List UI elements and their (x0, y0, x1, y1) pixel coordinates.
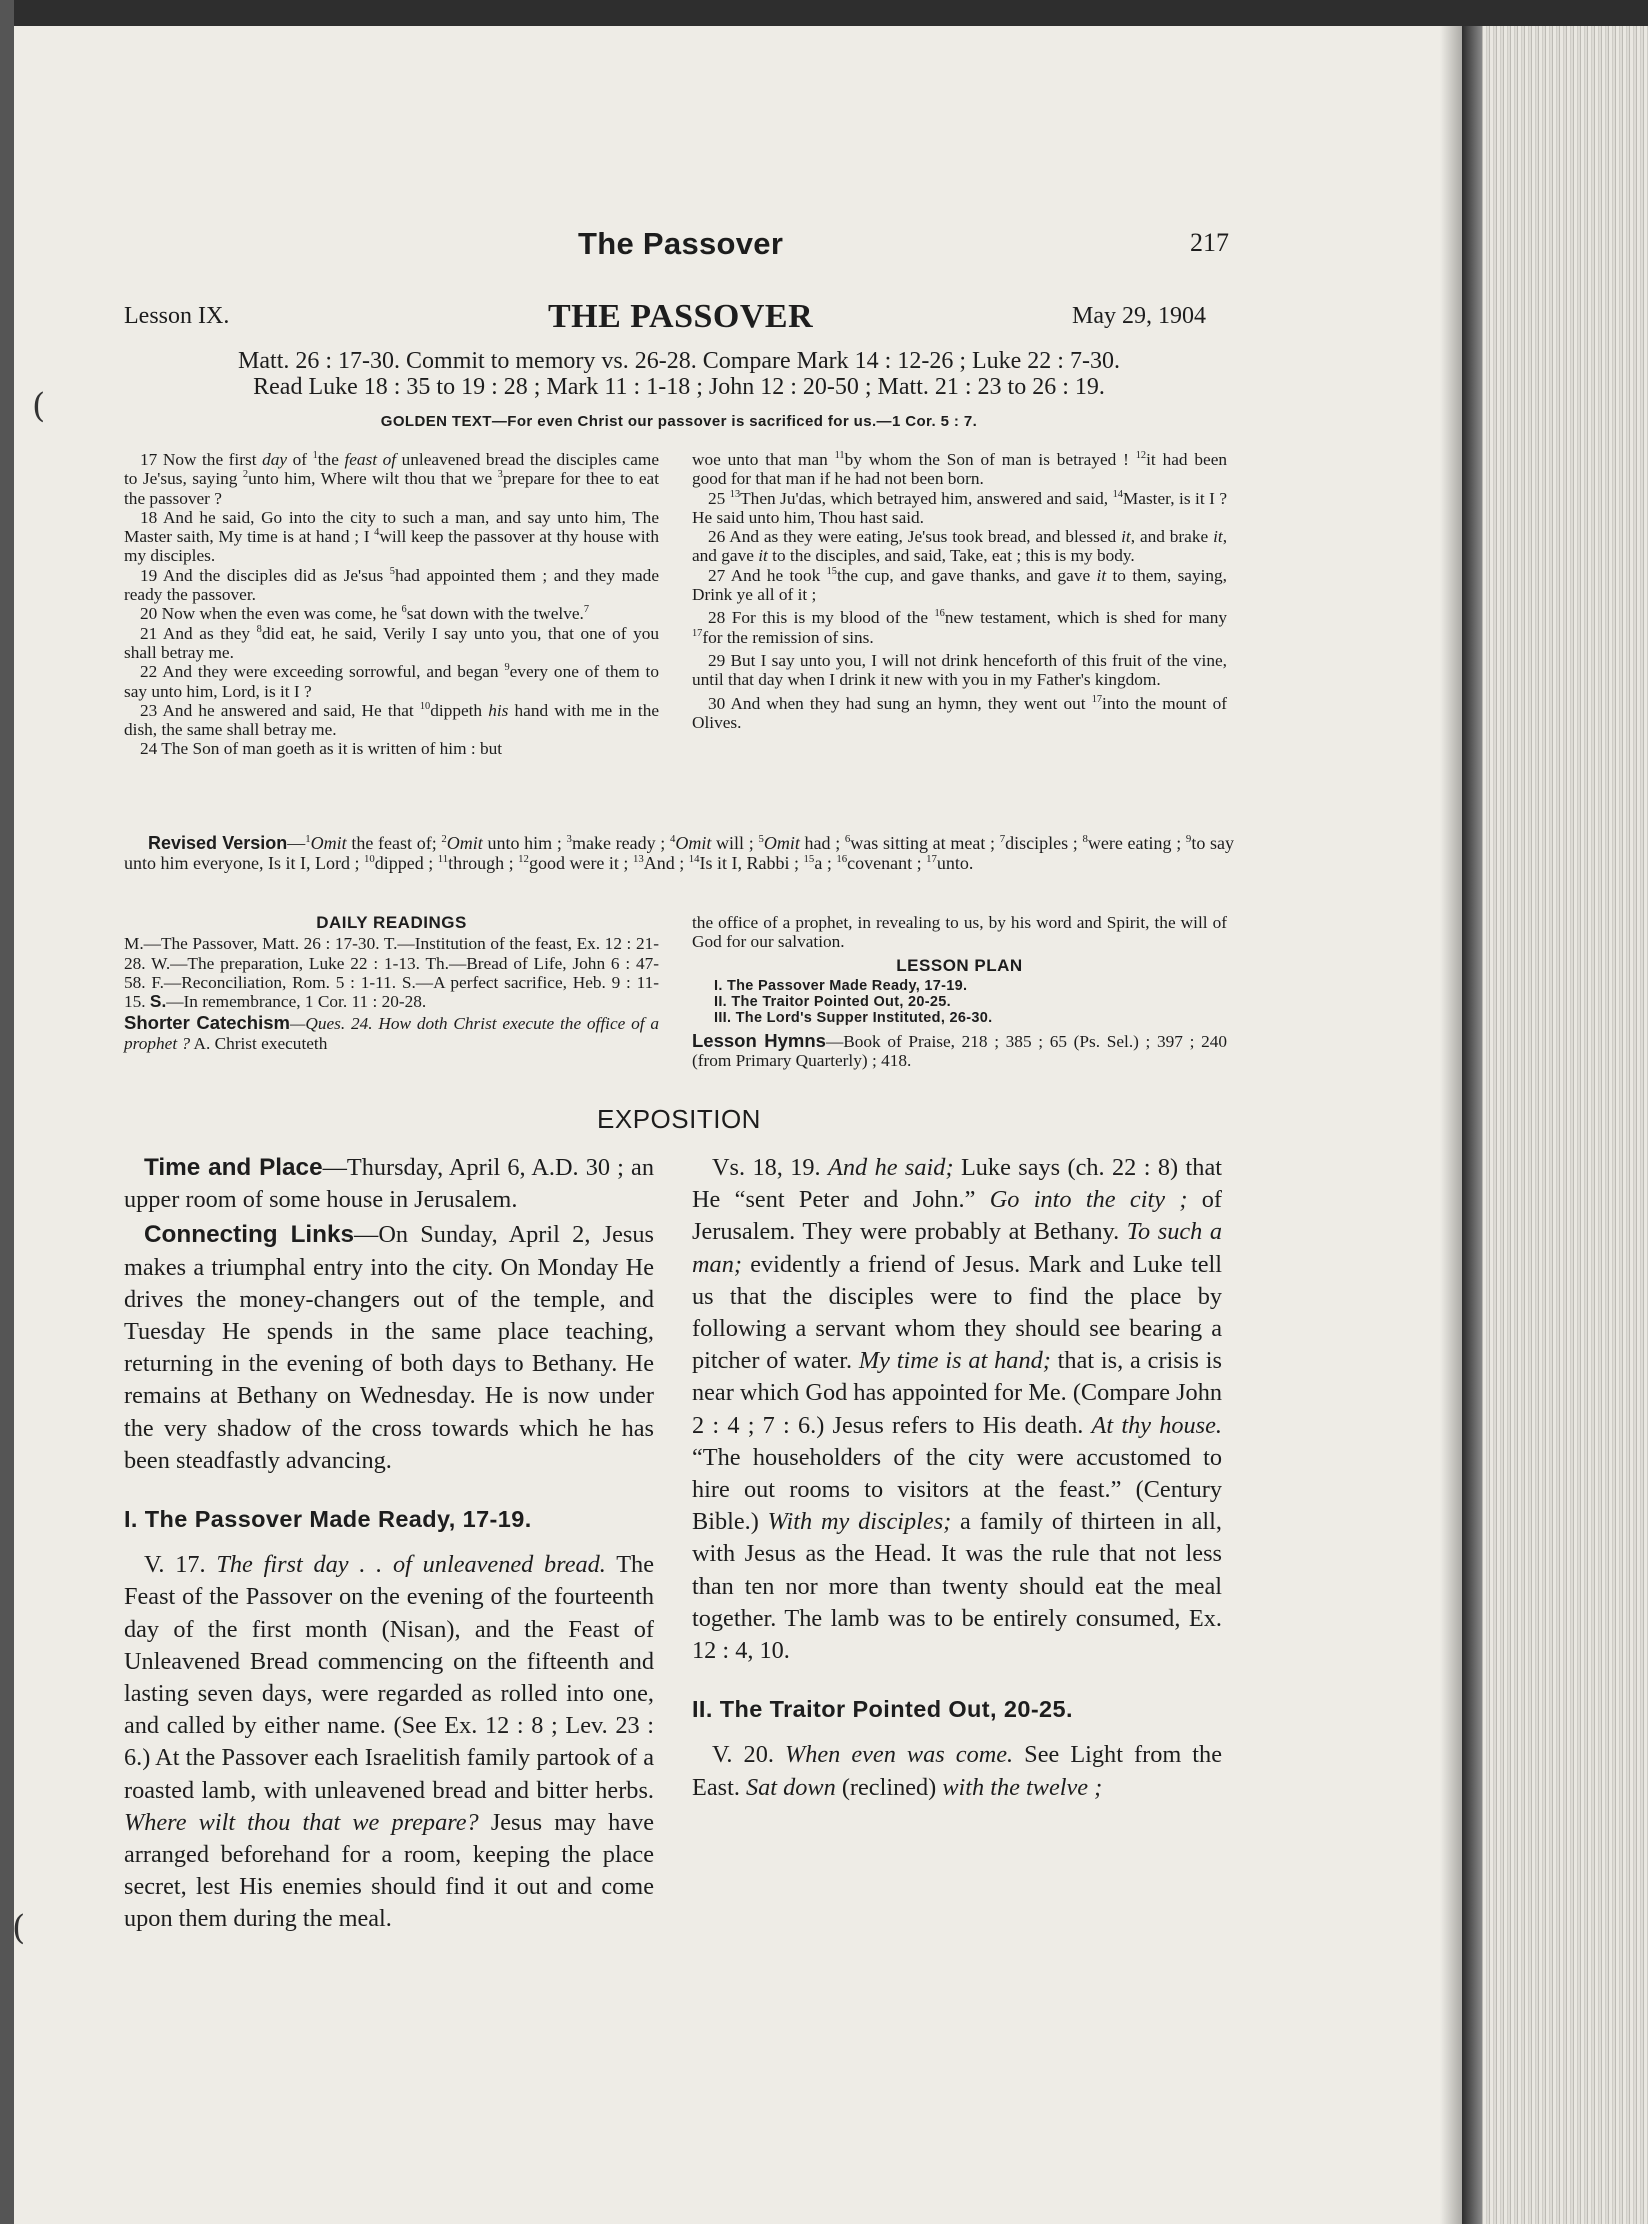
shorter-catechism: Shorter Catechism—Ques. 24. How doth Christ execute the office of a prophet ? A. Christ executeth (124, 1012, 659, 1053)
verse-21: 21 And as they $^8$did eat, he said, Verily I say unto you, that one of you shall betray me. (124, 623, 659, 662)
scripture-references: Matt. 26 : 17-30. Commit to memory vs. 26-28. Compare Mark 14 : 12-26 ; Luke 22 : 7-30. (238, 348, 1120, 374)
section-heading-traitor-pointed-out: II. The Traitor Pointed Out, 20-25. (692, 1696, 1073, 1723)
verses-18-19-commentary: Vs. 18, 19. And he said; Luke says (ch. 22 : 8) that He “sent Peter and John.” Go into the city ; of Jerusalem. They were probably at Bethany. To such a man; evidently a friend of Jesus. Mark and Luke tell us that the disciples were to find the place by following a servant whom they should see bearing a pitcher of water. My time is at hand; that is, a crisis is near which God has appointed for Me. (Compare John 2 : 4 ; 7 : 6.) Jesus refers to His death. At thy house. “The householders of the city were accustomed to hire out rooms to visitors at the feast.” (Century Bible.) With my disciples; a family of thirteen in all, with Jesus as the Head. It was the rule that not less than ten nor more than twenty should eat the meal together. The lamb was to be entirely consumed, Ex. 12 : 4, 10. (692, 1154, 1223, 1665)
lesson-hymns: Lesson Hymns—Book of Praise, 218 ; 385 ; 65 (Ps. Sel.) ; 397 ; 240 (from Primary Quarterly) ; 418. (692, 1029, 1227, 1071)
lesson-plan-item: I. The Passover Made Ready, 17-19. (714, 977, 968, 994)
verse-24-continued: woe unto that man $^{11}$by whom the Son of man is betrayed ! $^{12}$it had been good for that man if he had not been born. (692, 450, 1228, 489)
lesson-date: May 29, 1904 (1072, 303, 1206, 329)
verse-19: 19 And the disciples did as Je'sus $^5$had appointed them ; and they made ready the passover. (124, 565, 659, 605)
book-page-edges (1462, 26, 1648, 2224)
exposition-column-left (124, 1152, 654, 1936)
verse-22: 22 And they were exceeding sorrowful, and began $^9$every one of them to say unto him, Lord, is it I ? (124, 662, 659, 701)
daily-readings-list: M.—The Passover, Matt. 26 : 17-30. T.—Institution of the feast, Ex. 12 : 21-28. W.—The preparation, Luke 22 : 1-13. Th.—Bread of Life, John 6 : 47-58. F.—Reconciliation, Rom. 5 : 1-11. S.—A perfect sacrifice, Heb. 9 : 11-15. S.—In remembrance, 1 Cor. 11 : 20-28. (124, 934, 659, 1012)
page-number: 217 (1190, 228, 1229, 257)
exposition-heading: EXPOSITION (597, 1104, 761, 1134)
daily-readings (124, 913, 659, 1053)
lesson-plan-column (692, 913, 1227, 1070)
gutter-shadow (1440, 26, 1462, 2224)
scripture-column-right (692, 450, 1227, 732)
catechism-continued: the office of a prophet, in revealing to us, by his word and Spirit, the will of God for our salvation. (692, 913, 1227, 952)
verse-28: 28 For this is my blood of the $^{16}$new testament, which is shed for many $^{17}$for the remission of sins. (692, 608, 1227, 647)
lesson-title: THE PASSOVER (548, 298, 814, 335)
lesson-plan (692, 978, 1227, 1026)
lesson-plan-item: III. The Lord's Supper Instituted, 26-30. (714, 1009, 993, 1026)
daily-readings-heading: DAILY READINGS (316, 913, 467, 932)
verse-18: 18 And he said, Go into the city to such a man, and say unto him, The Master saith, My time is at hand ; I $^4$will keep the passover at thy house with my disciples. (124, 507, 659, 566)
verse-17: 17 Now the first day of $^1$the feast of unleavened bread the disciples came to Je'sus, saying $^2$unto him, Where wilt thou that we $^3$prepare for thee to eat the passover ? (124, 450, 659, 508)
revised-version-notes: Revised Version—$^1$Omit the feast of; $^2$Omit unto him ; $^3$make ready ; $^4$Omit will ; $^5$Omit had ; $^6$was sitting at meat ; $^7$disciples ; $^8$were eating ; $^9$to say unto him everyone, Is it I, Lord ; $^{10}$dipped ; $^{11}$through ; $^{12}$good were it ; $^{13}$And ; $^{14}$Is it I, Rabbi ; $^{15}$a ; $^{16}$covenant ; $^{17}$unto. (124, 833, 1234, 873)
scripture-column-left (124, 450, 659, 759)
golden-text: GOLDEN TEXT—For even Christ our passover is sacrificed for us.—1 Cor. 5 : 7. (380, 413, 978, 430)
verse-27: 27 And he took $^{15}$the cup, and gave thanks, and gave it to them, saying, Drink ye all of it ; (692, 565, 1228, 605)
connecting-links: Connecting Links—On Sunday, April 2, Jesus makes a triumphal entry into the city. On Monday He drives the money-changers out of the temple, and Tuesday He spends in the same place teaching, returning in the evening of both days to Bethany. He remains at Bethany on Wednesday. He is now under the very shadow of the cross towards which he has been steadfastly advancing. (124, 1221, 654, 1474)
scan-left-border (0, 0, 14, 2224)
margin-mark: ( (12, 1908, 26, 1948)
verse-25: 25 $^{13}$Then Ju'das, which betrayed him, answered and said, $^{14}$Master, is it I ? He said unto him, Thou hast said. (692, 488, 1227, 527)
verse-17-commentary: V. 17. The first day . . of unleavened bread. The Feast of the Passover on the evening of the fourteenth day of the first month (Nisan), and the Feast of Unleavened Bread commencing on the fifteenth and lasting seven days, were regarded as rolled into one, and called by either name. (See Ex. 12 : 8 ; Lev. 23 : 6.) At the Passover each Israelitish family partook of a roasted lamb, with unleavened bread and bitter herbs. Where wilt thou that we prepare? Jesus may have arranged beforehand for a room, keeping the place secret, lest His enemies should find it out and come upon them during the meal. (124, 1551, 655, 1933)
lesson-plan-heading: LESSON PLAN (896, 955, 1023, 975)
revised-version-label: Revised Version (148, 833, 288, 853)
verse-30: 30 And when they had sung an hymn, they went out $^{17}$into the mount of Olives. (692, 693, 1227, 732)
verse-20-commentary: V. 20. When even was come. See Light from the East. Sat down (reclined) with the twelve ; (692, 1741, 1222, 1801)
verse-24: 24 The Son of man goeth as it is written of him : but (140, 739, 503, 759)
lesson-plan-item: II. The Traitor Pointed Out, 20-25. (714, 993, 951, 1010)
section-heading-passover-made-ready: I. The Passover Made Ready, 17-19. (124, 1506, 532, 1533)
margin-mark: ( (32, 386, 46, 426)
verse-26: 26 And as they were eating, Je'sus took bread, and blessed it, and brake it, and gave it to the disciples, and said, Take, eat ; this is my body. (692, 527, 1228, 566)
verse-23: 23 And he answered and said, He that $^{10}$dippeth his hand with me in the dish, the same shall betray me. (124, 700, 660, 740)
verse-20: 20 Now when the even was come, he $^6$sat down with the twelve.$^7$ (140, 604, 590, 624)
exposition-column-right (692, 1152, 1222, 1804)
lesson-number: Lesson IX. (124, 303, 230, 329)
reading-references: Read Luke 18 : 35 to 19 : 28 ; Mark 11 : 1-18 ; John 12 : 20-50 ; Matt. 21 : 23 to 26 : 19. (253, 374, 1105, 400)
verse-29: 29 But I say unto you, I will not drink henceforth of this fruit of the vine, until that day when I drink it new with you in my Father's kingdom. (692, 650, 1227, 690)
time-and-place: Time and Place—Thursday, April 6, A.D. 30 ; an upper room of some house in Jerusalem. (124, 1154, 654, 1214)
running-head: The Passover (578, 226, 784, 261)
